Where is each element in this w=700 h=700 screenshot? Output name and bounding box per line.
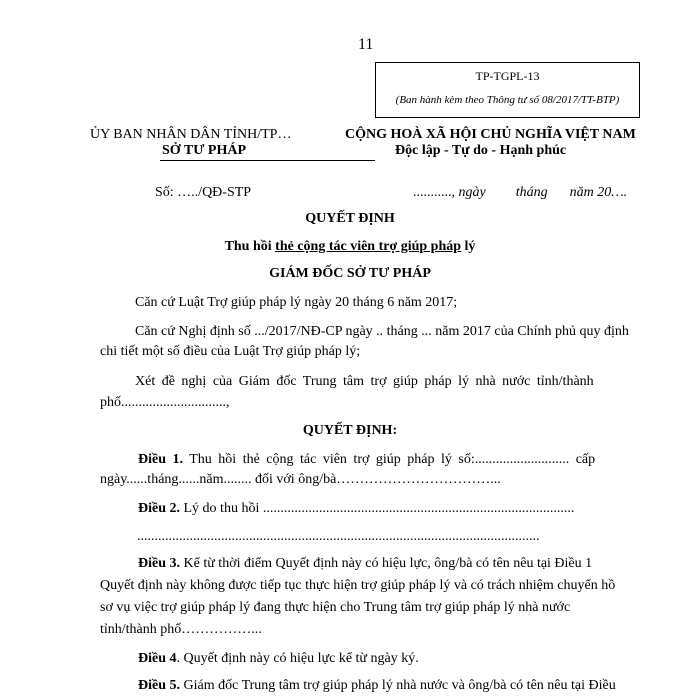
date-day: ngày: [458, 185, 486, 200]
subtitle-underlined: thẻ cộng tác viên trợ giúp pháp: [275, 239, 462, 254]
article-5-label: Điều 5.: [138, 678, 180, 693]
subtitle-after: lý: [461, 239, 476, 254]
form-code-box: [375, 62, 640, 118]
date-year: năm 20….: [569, 185, 628, 200]
country-motto: Độc lập - Tự do - Hạnh phúc: [395, 143, 567, 158]
article-4-text: . Quyết định này có hiệu lực kể từ ngày ký.: [176, 651, 419, 666]
basis-proposal-line2: phố..............................,: [100, 395, 230, 410]
article-3-label: Điều 3.: [138, 556, 180, 571]
article-2-line2: ...................................................................................................................: [137, 529, 540, 544]
basis-law: Căn cứ Luật Trợ giúp pháp lý ngày 20 tháng 6 năm 2017;: [135, 295, 458, 310]
issuer-province: ỦY BAN NHÂN DÂN TỈNH/TP…: [90, 127, 292, 142]
form-issued-by: (Ban hành kèm theo Thông tư số 08/2017/TT-BTP): [395, 94, 620, 106]
article-3-line3: sơ vụ việc trợ giúp pháp lý đang thực hiện cho Trung tâm trợ giúp pháp lý nhà nước: [100, 600, 571, 615]
basis-proposal-line1: Xét đề nghị của Giám đốc Trung tâm trợ giúp pháp lý nhà nước tỉnh/thành: [135, 374, 594, 389]
article-1-line1: [138, 452, 595, 468]
date-place: ...........,: [413, 185, 459, 200]
article-2-text: Lý do thu hồi .........................................................................................: [180, 501, 575, 516]
country-name: CỘNG HOÀ XÃ HỘI CHỦ NGHĨA VIỆT NAM: [345, 127, 636, 142]
basis-decree-line1: Căn cứ Nghị định số .../2017/NĐ-CP ngày .. tháng ... năm 2017 của Chính phủ quy định: [135, 324, 629, 339]
document-title: QUYẾT ĐỊNH: [305, 211, 395, 226]
article-4-label: Điều 4: [138, 651, 177, 666]
article-3-line1: [138, 556, 592, 572]
article-1-label: Điều 1.: [138, 452, 183, 467]
issuer-underline: [160, 160, 375, 161]
article-3-line4: tỉnh/thành phố……………...: [100, 622, 262, 637]
article-4-line1: [138, 651, 419, 667]
issuing-authority: GIÁM ĐỐC SỞ TƯ PHÁP: [269, 266, 431, 281]
form-code: TP-TGPL-13: [475, 69, 540, 83]
article-2-line1: [138, 501, 574, 517]
date-month: tháng: [515, 185, 548, 200]
article-3-text: Kể từ thời điểm Quyết định này có hiệu lực, ông/bà có tên nêu tại Điều 1: [180, 556, 593, 571]
article-1-line2: ngày......tháng......năm........ đối với ông/bà……………………………...: [100, 472, 501, 487]
document-subtitle: [0, 239, 700, 255]
subtitle-before: Thu hồi: [224, 239, 276, 254]
date-line: [413, 185, 627, 201]
article-5-line1: [138, 678, 616, 694]
article-3-line2: Quyết định này không được tiếp tục thực hiện trợ giúp pháp lý và có trách nhiệm chuyển hồ: [100, 578, 616, 593]
article-2-label: Điều 2.: [138, 501, 180, 516]
article-1-text: Thu hồi thẻ cộng tác viên trợ giúp pháp lý số:........................... cấp: [183, 452, 596, 467]
decision-heading: QUYẾT ĐỊNH:: [302, 423, 398, 438]
page-number: 11: [358, 36, 374, 53]
issuer-department: SỞ TƯ PHÁP: [162, 143, 247, 158]
article-5-text: Giám đốc Trung tâm trợ giúp pháp lý nhà nước và ông/bà có tên nêu tại Điều: [180, 678, 616, 693]
basis-decree-line2: chi tiết một số điều của Luật Trợ giúp pháp lý;: [100, 344, 361, 359]
document-number: Số: …../QĐ-STP: [155, 185, 252, 200]
